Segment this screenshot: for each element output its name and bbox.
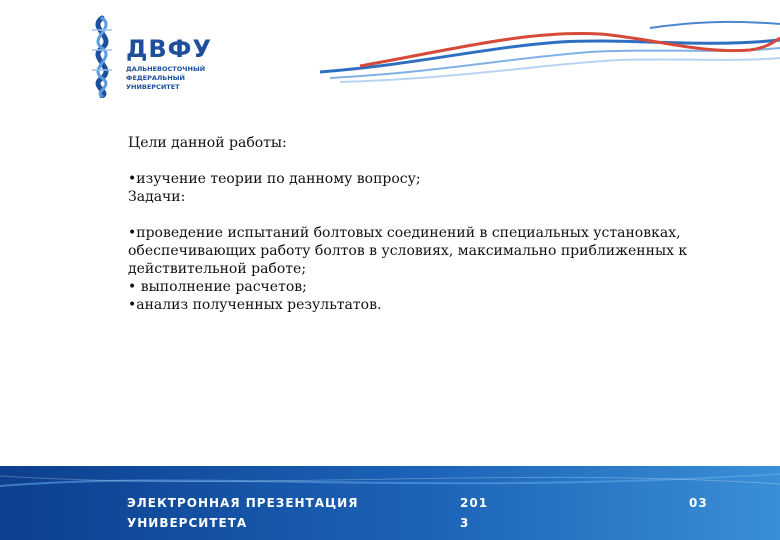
wave-blue-3 [650, 22, 780, 28]
footer-background [0, 466, 780, 540]
task-item-3: •анализ полученных результатов. [128, 297, 382, 313]
footer-line-2: УНИВЕРСИТЕТА [127, 516, 248, 530]
dvfu-logo [80, 14, 220, 98]
footer-year-part-1: 201 [460, 496, 489, 510]
footer-bar [0, 466, 780, 540]
logo-line-3: УНИВЕРСИТЕТ [126, 83, 180, 91]
slide-content [128, 134, 688, 314]
goal-item: •изучение теории по данному вопросу; [128, 171, 421, 187]
task-item-1: •проведение испытаний болтовых соединений в специальных установках, обеспечивающих работу болтов в условиях, максимально приближенных к действительной работе; [128, 225, 688, 277]
logo-line-2: ФЕДЕРАЛЬНЫЙ [126, 74, 185, 82]
footer-line-1: ЭЛЕКТРОННАЯ ПРЕЗЕНТАЦИЯ [127, 496, 359, 510]
goals-heading: Цели данной работы: [128, 135, 287, 151]
helix-logo-icon [80, 14, 124, 98]
footer-year-part-2: 3 [460, 516, 470, 530]
tasks-heading: Задачи: [128, 189, 186, 205]
logo-title: ДВФУ [126, 35, 212, 63]
footer-page-number: 03 [689, 496, 708, 510]
decorative-waves [300, 8, 780, 88]
task-item-2: • выполнение расчетов; [128, 279, 307, 295]
logo-line-1: ДАЛЬНЕВОСТОЧНЫЙ [126, 65, 206, 73]
